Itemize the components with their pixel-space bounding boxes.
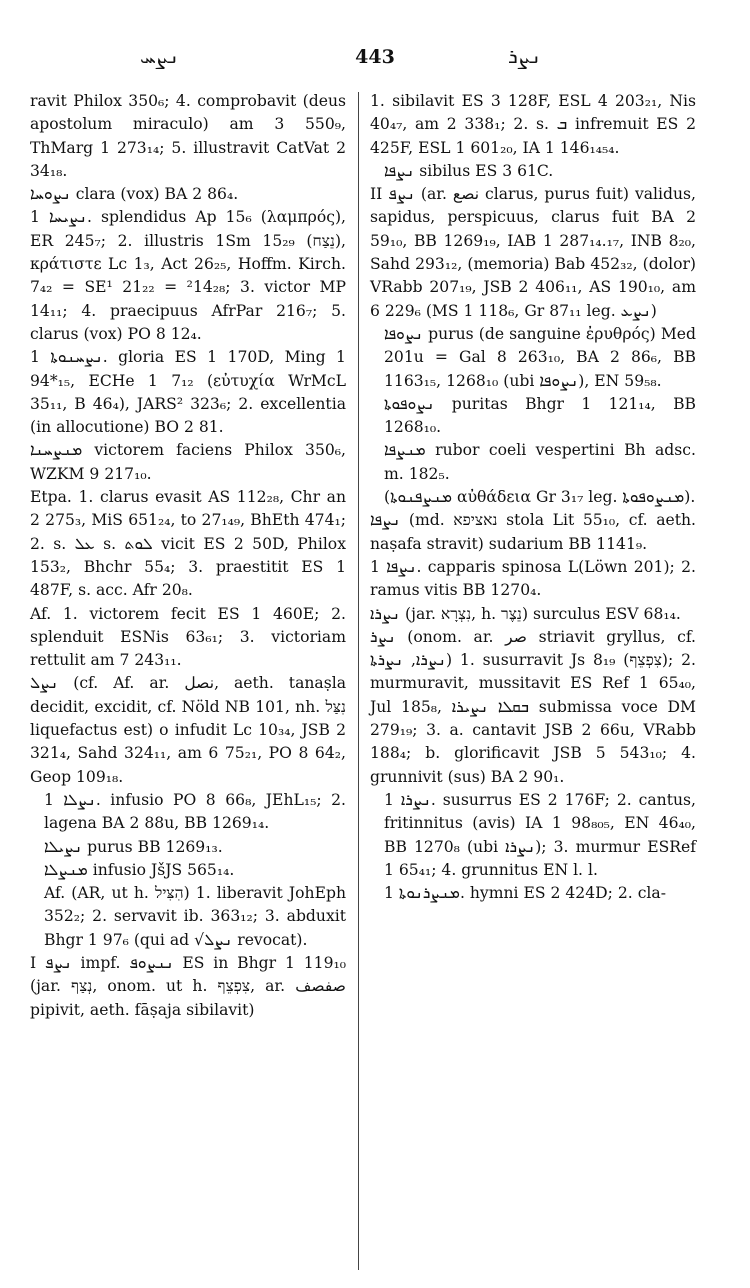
dictionary-entry: ܢܨܪܐ 1. susurrus ES 2 176F; 2. cantus, fritinnitus (avis) IA 1 98₈₀₅, EN 46₄₀, BB 1270₈ (ubi ܢܨܪܐ); 3. murmur ESRef 1 65₄₁; 4. grunnitus EN l. l. xyxy=(384,790,697,879)
dictionary-entry: ܡܢܨܦܐ rubor coeli vespertini Bh adsc. m. 182₅. xyxy=(384,441,696,483)
dictionary-entry: I ܢܨܦ impf. ܢܢܨܘܦ ES in Bhgr 1 119₁₀ (jar. נְצַף, onom. ut h. צִפְצֵף, ar. صفصف pipivit, aeth. fāṣaja sibilavit) xyxy=(30,953,346,1019)
page-header xyxy=(0,44,750,74)
right-column xyxy=(370,90,696,905)
dictionary-entry: ܡܢܨܚܢܐ victorem faciens Philox 350₆, WZKM 9 217₁₀. xyxy=(30,441,346,483)
dictionary-entry: Af. (AR, ut h. הִצִּיל) 1. liberavit JohEph 352₂; 2. servavit ib. 363₁₂; 3. abduxit Bhgr 1 97₆ (qui ad √ܢܨܠ revocat). xyxy=(44,884,347,949)
dictionary-entry: ܢܨܦܐ (md. נאציפא stola Lit 55₁₀, cf. aeth. naṣafa stravit) sudarium BB 1141₉. xyxy=(370,511,696,553)
dictionary-entry: ܢܨܪ (onom. ar. صر striavit gryllus, cf. ܢܨܪܐ, ܢܨܪܬܐ) 1. susurravit Js 8₁₉ (צִפְצֵף); 2. murmuravit, mussitavit ES Ref 1 65₄₀, Jul 185₈, ܒܩܠܐ ܢܨܝܪܐ submissa voce DM 279₁₉; 3. a. cantavit JSB 2 66u, VRabb 188₄; b. glorificavit JSB 5 543₁₀; 4. grunnivit (sus) BA 2 90₁. xyxy=(370,627,697,786)
dictionary-entry: ܢܨܦܐ 1. capparis spinosa L(Löwn 201); 2. ramus vitis BB 1270₄. xyxy=(370,557,696,600)
header-left-syriac: ܢܨܚ xyxy=(140,44,179,68)
dictionary-entry: ܢܨܘܦܐ purus (de sanguine ἐρυθρός) Med 201u = Gal 8 263₁₀, BA 2 86₆, BB 1163₁₅, 1268₁₀ (ubi ܢܨܘܦܐ), EN 59₅₈. xyxy=(384,324,696,390)
dictionary-entry: ܢܨܘܚܐ clara (vox) BA 2 86₄. xyxy=(30,185,239,204)
dictionary-entry: (ܡܢܨܦܢܘܬܐ αὐθάδεια Gr 3₁₇ leg. ܡܢܨܘܦܘܬܐ). xyxy=(384,488,696,507)
dictionary-entry: ܢܨܚܢܘܬܐ 1. gloria ES 1 170D, Ming 1 94*₁₅, ECHe 1 7₁₂ (εὐτυχία WrMcL 35₁₁, B 46₄), JARS² 323₆; 2. excellentia (in allocutione) BO 2 81. xyxy=(30,348,346,437)
dictionary-entry: ܢܨܝܚܐ 1. splendidus Ap 15₆ (λαμπρός), ER 245₇; 2. illustris 1Sm 15₂₉ (נֵצַח), κράτιστε Lc 1₃, Act 26₂₅, Hoffm. Kirch. 7₄₂ = SE¹ 21₂₂ = ²14₂₈; 3. victor MP 14₁₁; 4. praecipuus AfrPar 216₇; 5. clarus (vox) PO 8 12₄. xyxy=(30,208,346,343)
dictionary-entry: ܡܢܨܪܢܘܬܐ 1. hymni ES 2 424D; 2. cla- xyxy=(384,884,666,903)
dictionary-entry: ܡܢܨܠܐ infusio JšJS 565₁₄. xyxy=(44,860,235,879)
dictionary-entry: ܢܨܪܐ (jar. נִצְרָא, h. נֵצֶר) surculus ESV 68₁₄. xyxy=(370,604,681,623)
page-number: 443 xyxy=(355,46,395,68)
dictionary-entry: ܢܨܦܐ sibilus ES 3 61C. xyxy=(384,161,554,180)
dictionary-entry: Etpa. 1. clarus evasit AS 112₂₈, Chr an 2 275₃, MiS 651₂₄, to 27₁₄₉, BhEth 474₁; 2. s. ܥܠ s. ܠܘܬ vicit ES 2 50D, Philox 153₂, Bhchr 55₄; 3. praestitit ES 1 487F, s. acc. Afr 20₈. xyxy=(30,488,346,600)
left-column xyxy=(30,90,346,1022)
dictionary-entry: ܢܨܝܠܐ purus BB 1269₁₃. xyxy=(44,837,223,856)
dictionary-entry: 1. sibilavit ES 3 128F, ESL 4 203₂₁, Nis 40₄₇, am 2 338₁; 2. s. ܒ infremuit ES 2 425F, ESL 1 601₂₀, IA 1 146₁₄₅₄. xyxy=(370,92,696,157)
dictionary-entry: ravit Philox 350₆; 4. comprobavit (deus apostolum miraculo) am 3 550₉, ThMarg 1 273₁₄; 5. illustravit CatVat 2 34₁₈. xyxy=(30,92,346,180)
dictionary-entry: Af. 1. victorem fecit ES 1 460E; 2. splenduit ESNis 63₆₁; 3. victoriam rettulit am 7 243₁₁. xyxy=(30,604,346,670)
dictionary-entry: ܢܨܘܦܘܬܐ puritas Bhgr 1 121₁₄, BB 1268₁₀. xyxy=(384,394,696,437)
header-right-syriac: ܢܨܪ xyxy=(508,44,541,68)
dictionary-entry: ܢܨܠ (cf. Af. ar. نصل, aeth. tanaṣla decidit, excidit, cf. Nöld NB 101, nh. נִצַּל liquefactus est) o infudit Lc 10₃₄, JSB 2 321₄, Sahd 324₁₁, am 6 75₂₁, PO 8 64₂, Geop 109₁₈. xyxy=(30,674,346,786)
dictionary-entry: II ܢܨܦ (ar. نصع clarus, purus fuit) validus, sapidus, perspicuus, clarus fuit BA 2 59₁₀, BB 1269₁₉, IAB 1 287₁₄.₁₇, INB 8₂₀, Sahd 293₁₂, (memoria) Bab 452₃₂, (dolor) VRabb 207₁₉, JSB 2 406₁₁, AS 190₁₀, am 6 229₆ (MS 1 118₆, Gr 87₁₁ leg. ܢܨܥ) xyxy=(370,185,697,320)
dictionary-entry: ܢܨܠܐ 1. infusio PO 8 66₈, JEhL₁₅; 2. lagena BA 2 88u, BB 1269₁₄. xyxy=(44,790,346,833)
column-divider xyxy=(358,92,359,1270)
